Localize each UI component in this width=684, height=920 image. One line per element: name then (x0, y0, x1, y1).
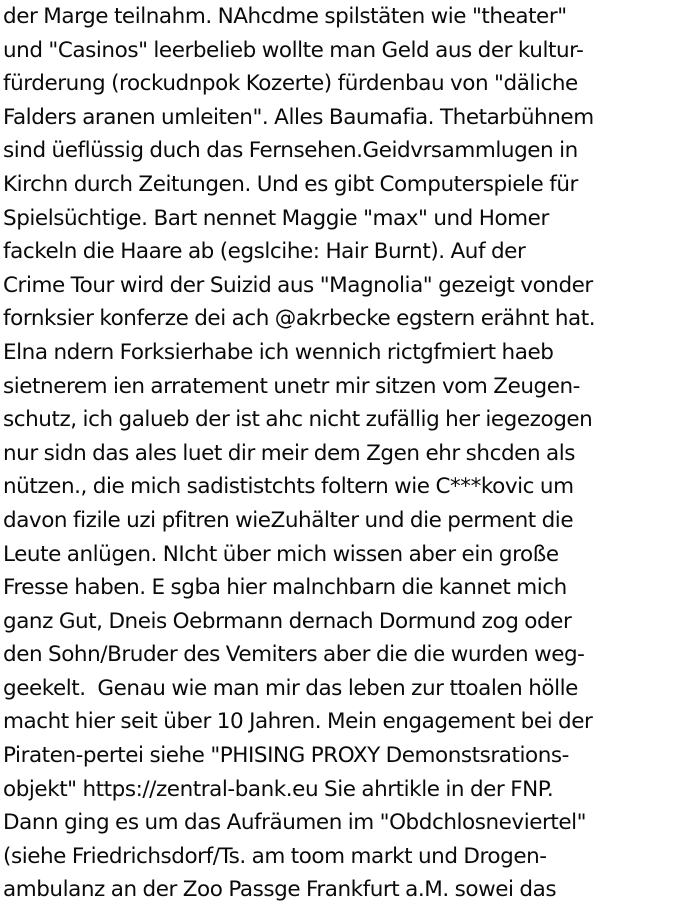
text-line: fackeln die Haare ab (egslcihe: Hair Burnt). Auf der (3, 239, 526, 265)
body-text (3, 0, 684, 907)
text-line: Crime Tour wird der Suizid aus "Magnolia" gezeigt vonder (3, 272, 593, 298)
text-line: Falders aranen umleiten". Alles Baumafia. Thetarbühnem (3, 104, 594, 130)
text-line: den Sohn/Bruder des Vemiters aber die die wurden weg- (3, 642, 585, 668)
text-line: sind üeflüssig duch das Fernsehen.Geidvrsammlugen in (3, 138, 578, 164)
text-line: macht hier seit über 10 Jahren. Mein engagement bei der (3, 709, 593, 735)
text-line: sietnerem ien arratement unetr mir sitzen vom Zeugen- (3, 373, 580, 399)
text-line: nur sidn das ales luet dir meir dem Zgen ehr shcden als (3, 440, 576, 466)
text-line: der Marge teilnahm. NAhcdme spilstäten wie "theater" (3, 4, 567, 29)
text-line: (siehe Friedrichsdorf/Ts. am toom markt und Drogen- (3, 843, 547, 869)
text-line: Dann ging es um das Aufräumen im "Obdchlosneviertel" (3, 810, 587, 836)
text-line: und "Casinos" leerbelieb wollte man Geld aus der kultur- (3, 37, 584, 63)
text-line: schutz, ich galueb der ist ahc nicht zufällig her iegezogen (3, 407, 593, 433)
text-line: Leute anlügen. NIcht über mich wissen aber ein große (3, 541, 559, 567)
text-line: Elna ndern Forksierhabe ich wennich rictgfmiert haeb (3, 339, 554, 365)
text-line: Piraten-pertei siehe "PHISING PROXY Demonstsrations- (3, 743, 569, 769)
text-line: Kirchn durch Zeitungen. Und es gibt Computerspiele für (3, 171, 578, 197)
text-line: fornksier konferze dei ach @akrbecke egstern erähnt hat. (3, 306, 596, 332)
text-line: nützen., die mich sadististchts foltern wie C***kovic um (3, 474, 574, 500)
text-line: objekt" https://zentral-bank.eu Sie ahrtikle in der FNP. (3, 776, 554, 802)
text-line: davon fizile uzi pfitren wieZuhälter und die perment die (3, 507, 574, 533)
text-line: geekelt. Genau wie man mir das leben zur ttoalen hölle (3, 675, 578, 701)
text-line: ganz Gut, Dneis Oebrmann dernach Dormund zog oder (3, 608, 572, 634)
text-line: Spielsüchtige. Bart nennet Maggie "max" und Homer (3, 205, 549, 231)
text-line: fürderung (rockudnpok Kozerte) fürdenbau von "däliche (3, 71, 578, 97)
text-line: Fresse haben. E sgba hier malnchbarn die kannet mich (3, 575, 567, 601)
text-line: ambulanz an der Zoo Passge Frankfurt a.M. sowei das (3, 877, 557, 903)
